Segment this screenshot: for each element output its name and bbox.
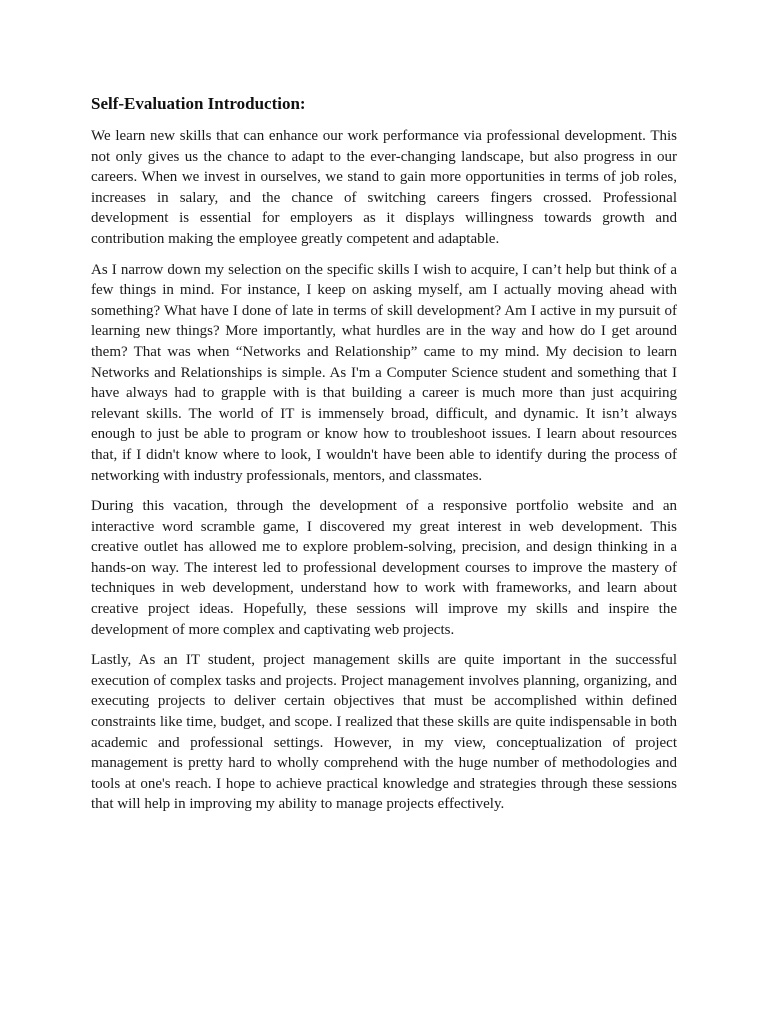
document-body bbox=[91, 92, 677, 825]
paragraph-professional-development: We learn new skills that can enhance our work performance via professional development. This not only gives us the chance to adapt to the ever-changing landscape, but also progress in our careers. When we invest in ourselves, we stand to gain more opportunities in terms of job roles, increases in salary, and the chance of switching careers fingers crossed. Professional development is essential for employers as it displays willingness towards growth and contribution making the employee greatly competent and adaptable. bbox=[91, 128, 677, 247]
paragraph-project-management: Lastly, As an IT student, project management skills are quite important in the successful execution of complex tasks and projects. Project management involves planning, organizing, and executing projects to deliver certain objectives that must be accomplished within defined constraints like time, budget, and scope. I realized that these skills are quite indispensable in both academic and professional settings. However, in my view, conceptualization of project management is pretty hard to wholly comprehend with the huge number of methodologies and tools at one's reach. I hope to achieve practical knowledge and strategies through these sessions that will help in improving my ability to manage projects effectively. bbox=[91, 652, 677, 813]
paragraph-web-development: During this vacation, through the development of a responsive portfolio website and an interactive word scramble game, I discovered my great interest in web development. This creative outlet has allowed me to explore problem-solving, precision, and design thinking in a hands-on way. The interest led to professional development courses to improve the mastery of techniques in web development, understand how to work with frameworks, and learn about creative project ideas. Hopefully, these sessions will improve my skills and inspire the development of more complex and captivating web projects. bbox=[91, 498, 677, 638]
paragraph-networks-and-relationships: As I narrow down my selection on the specific skills I wish to acquire, I can’t help but think of a few things in mind. For instance, I keep on asking myself, am I actually moving ahead with something? What have I done of late in terms of skill development? Am I active in my pursuit of learning new things? More importantly, what hurdles are in the way and how do I get around them? That was when “Networks and Relationship” came to my mind. My decision to learn Networks and Relationships is simple. As I'm a Computer Science student and something that I have always had to grapple with is that building a career is much more than just acquiring relevant skills. The world of IT is immensely broad, difficult, and dynamic. It isn’t always enough to just be able to program or know how to troubleshoot issues. I learn about resources that, if I didn't know where to look, I wouldn't have been able to identify during the process of networking with industry professionals, mentors, and classmates. bbox=[91, 261, 677, 484]
document-title: Self-Evaluation Introduction: bbox=[91, 94, 306, 113]
